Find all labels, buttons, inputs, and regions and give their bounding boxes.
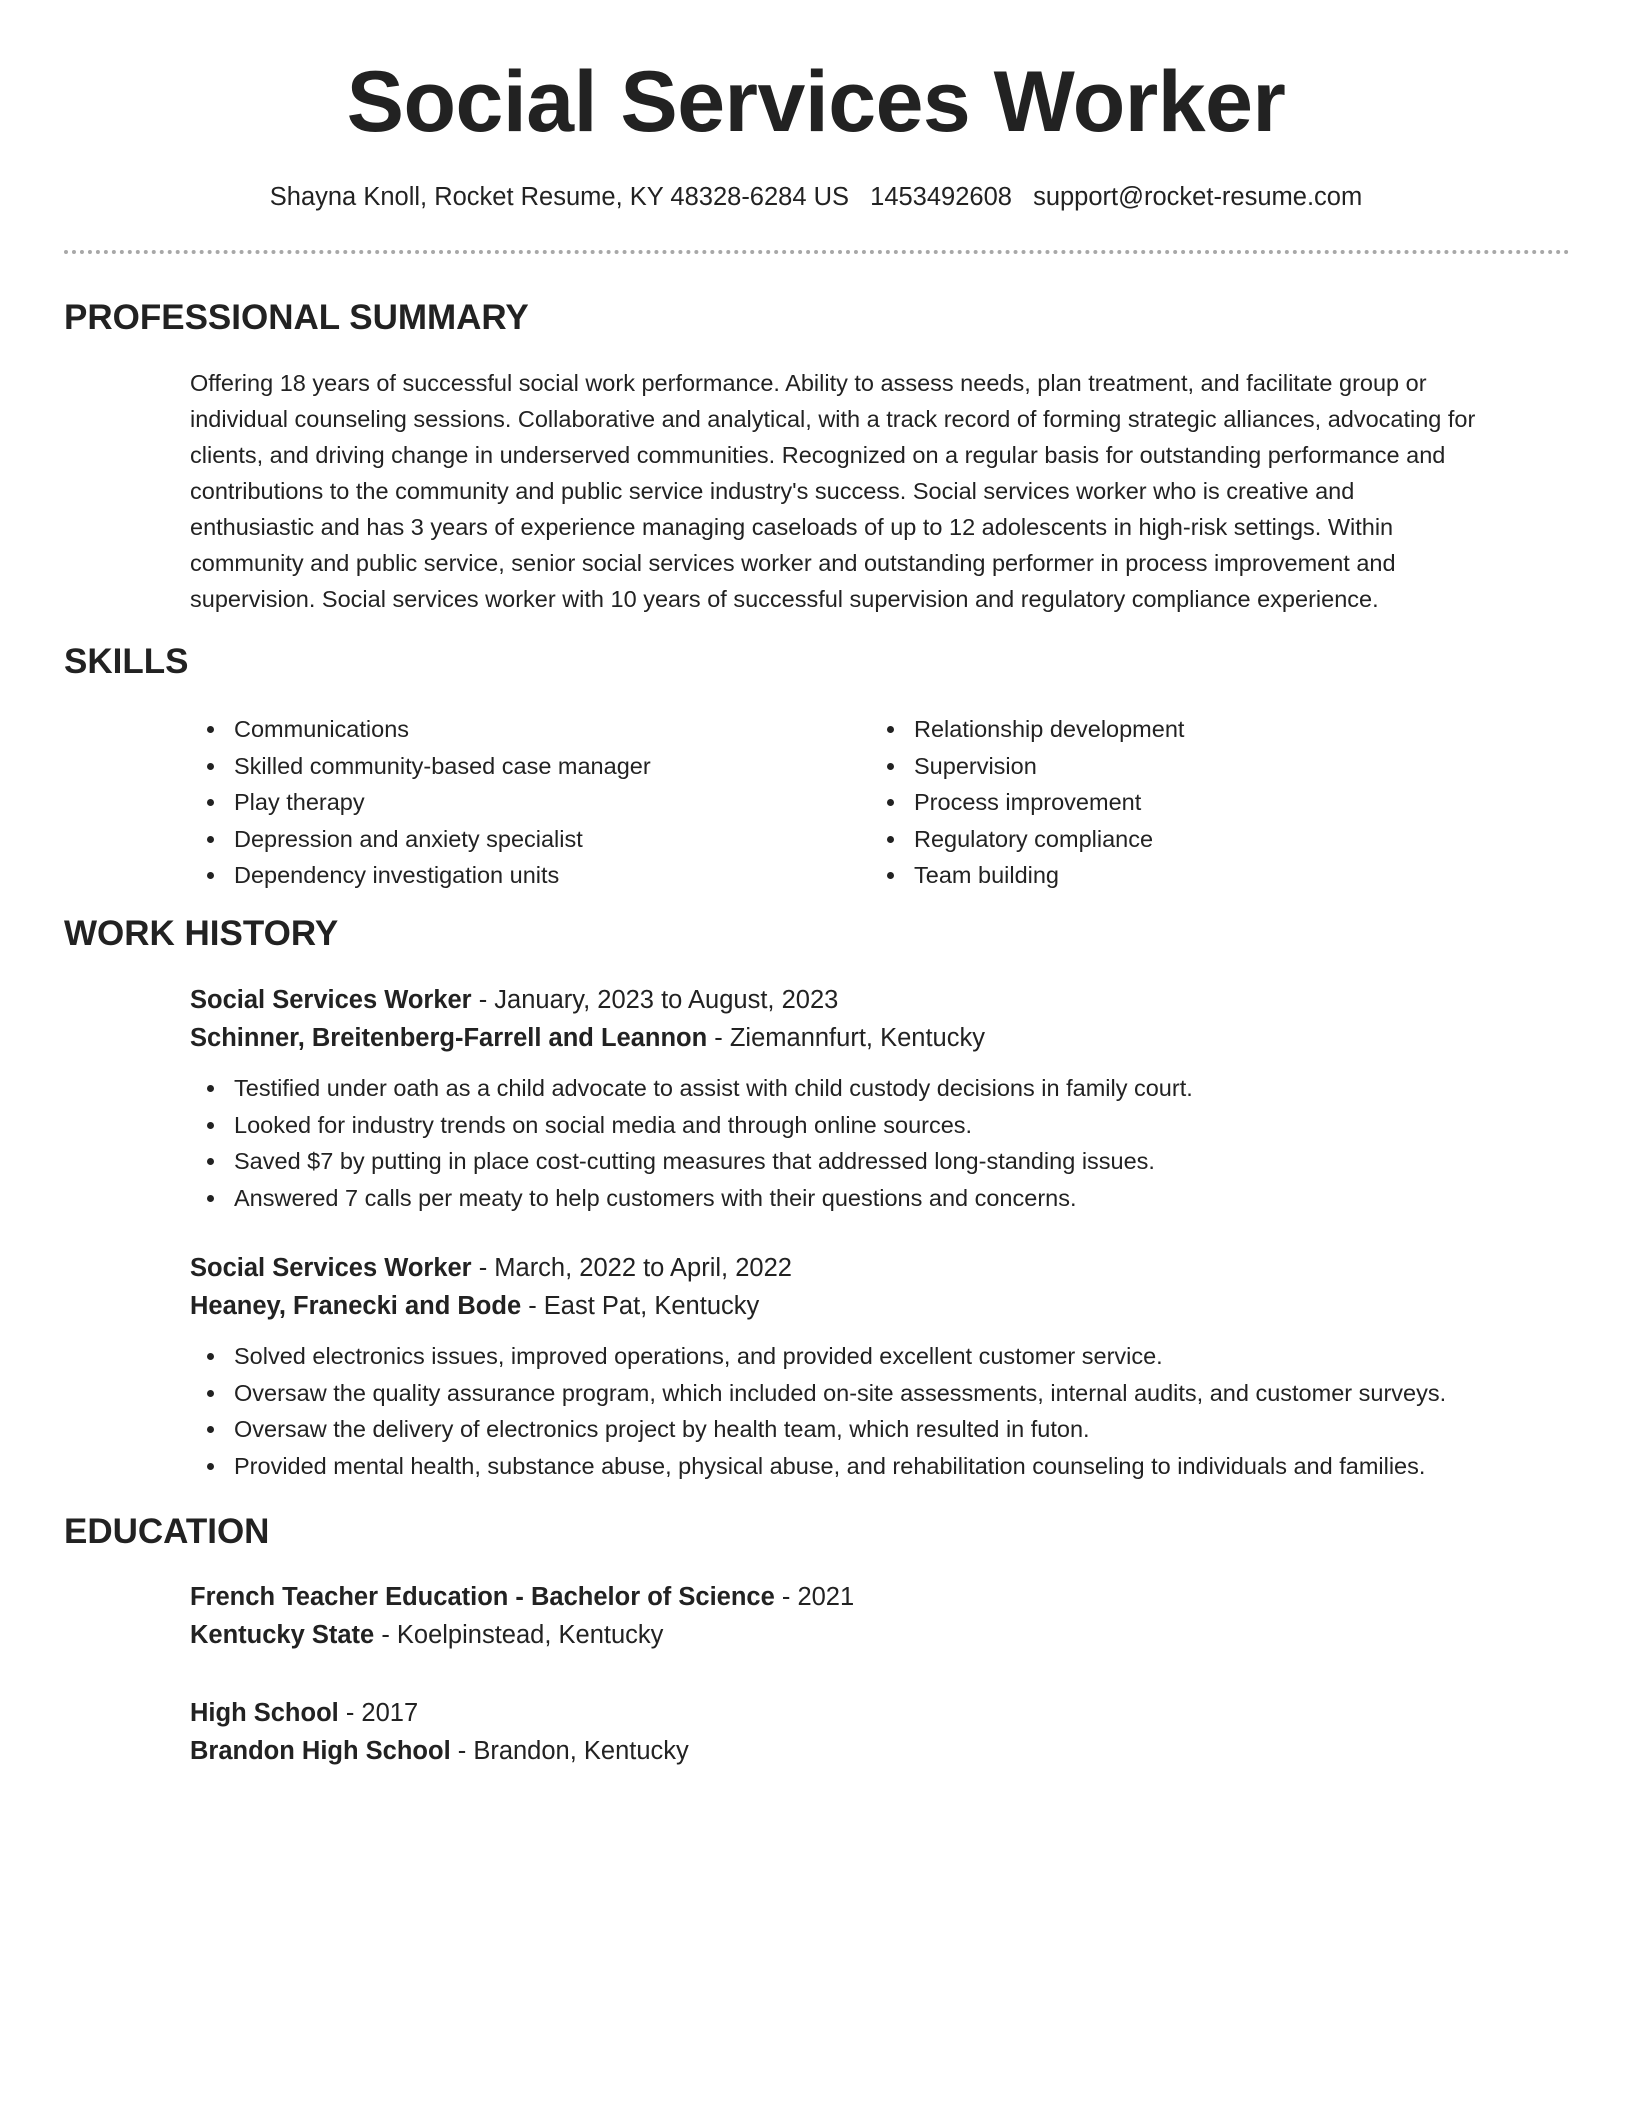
job-dates: - January, 2023 to August, 2023	[471, 986, 839, 1014]
company-line	[190, 1287, 1570, 1325]
summary-line: Offering 18 years of successful social work performance. Ability to assess needs, plan treatment, and facilitate group or	[190, 370, 1427, 396]
contact-line	[0, 180, 1632, 214]
skill-item: Play therapy	[190, 784, 870, 821]
skill-item: Team building	[870, 857, 1570, 894]
summary-line: enthusiastic and has 3 years of experience managing caseloads of up to 12 adolescents in high-risk settings. Within	[190, 514, 1394, 540]
school-line	[190, 1732, 1570, 1770]
degree-name: French Teacher Education - Bachelor of Science	[190, 1583, 775, 1611]
company-name: Heaney, Franecki and Bode	[190, 1292, 522, 1320]
header-divider	[64, 250, 1570, 254]
degree-year: - 2021	[774, 1583, 855, 1611]
school-line	[190, 1616, 1570, 1654]
contact-phone: 1453492608	[870, 183, 1012, 211]
summary-line: contributions to the community and public service industry's success. Social services worker who is creative and	[190, 478, 1355, 504]
skill-item: Communications	[190, 711, 870, 748]
job-bullet: Provided mental health, substance abuse, physical abuse, and rehabilitation counseling to individuals and families.	[190, 1448, 1570, 1485]
skills-column-left	[190, 711, 870, 894]
job-bullet: Saved $7 by putting in place cost-cutting measures that addressed long-standing issues.	[190, 1143, 1570, 1180]
section-title-skills: SKILLS	[64, 642, 189, 681]
skill-item: Depression and anxiety specialist	[190, 821, 870, 858]
skill-item: Skilled community-based case manager	[190, 748, 870, 785]
summary-line: individual counseling sessions. Collaborative and analytical, with a track record of forming strategic alliances, advocating for	[190, 406, 1476, 432]
job-bullets	[190, 1070, 1570, 1216]
skill-item: Process improvement	[870, 784, 1570, 821]
work-entry	[190, 981, 1570, 1216]
school-location: - Koelpinstead, Kentucky	[374, 1621, 664, 1649]
education-entry	[190, 1694, 1570, 1770]
job-bullet: Looked for industry trends on social media and through online sources.	[190, 1107, 1570, 1144]
degree-line	[190, 1694, 1570, 1732]
company-location: - East Pat, Kentucky	[521, 1292, 760, 1320]
job-bullet: Oversaw the quality assurance program, which included on-site assessments, internal audits, and customer surveys.	[190, 1375, 1570, 1412]
job-title: Social Services Worker	[190, 1254, 472, 1282]
skill-item: Regulatory compliance	[870, 821, 1570, 858]
school-location: - Brandon, Kentucky	[450, 1737, 689, 1765]
job-bullet: Testified under oath as a child advocate to assist with child custody decisions in family court.	[190, 1070, 1570, 1107]
summary-line: community and public service, senior social services worker and outstanding performer in process improvement and	[190, 550, 1396, 576]
company-line	[190, 1019, 1570, 1057]
work-entry	[190, 1249, 1570, 1484]
degree-line	[190, 1578, 1570, 1616]
job-bullet: Oversaw the delivery of electronics project by health team, which resulted in futon.	[190, 1411, 1570, 1448]
degree-name: High School	[190, 1699, 339, 1727]
job-title-line	[190, 1249, 1570, 1287]
job-bullets	[190, 1338, 1570, 1484]
job-title-line	[190, 981, 1570, 1019]
summary-line: clients, and driving change in underserved communities. Recognized on a regular basis for outstanding performance and	[190, 442, 1446, 468]
school-name: Brandon High School	[190, 1737, 451, 1765]
job-title: Social Services Worker	[190, 986, 472, 1014]
skill-item: Relationship development	[870, 711, 1570, 748]
skill-item: Dependency investigation units	[190, 857, 870, 894]
section-title-work: WORK HISTORY	[64, 914, 339, 953]
company-name: Schinner, Breitenberg-Farrell and Leannon	[190, 1024, 708, 1052]
summary-text	[190, 365, 1570, 617]
contact-email: support@rocket-resume.com	[1033, 183, 1363, 211]
summary-line: supervision. Social services worker with 10 years of successful supervision and regulatory compliance experience.	[190, 586, 1379, 612]
degree-year: - 2017	[338, 1699, 419, 1727]
job-bullet: Answered 7 calls per meaty to help customers with their questions and concerns.	[190, 1180, 1570, 1217]
education-entry	[190, 1578, 1570, 1654]
company-location: - Ziemannfurt, Kentucky	[707, 1024, 985, 1052]
school-name: Kentucky State	[190, 1621, 375, 1649]
section-title-summary: PROFESSIONAL SUMMARY	[64, 298, 529, 337]
resume-name-title: Social Services Worker	[346, 54, 1286, 150]
job-bullet: Solved electronics issues, improved operations, and provided excellent customer service.	[190, 1338, 1570, 1375]
section-title-education: EDUCATION	[64, 1512, 270, 1551]
skill-item: Supervision	[870, 748, 1570, 785]
skills-column-right	[870, 711, 1570, 894]
contact-address: Shayna Knoll, Rocket Resume, KY 48328-6284 US	[269, 183, 850, 211]
job-dates: - March, 2022 to April, 2022	[471, 1254, 792, 1282]
